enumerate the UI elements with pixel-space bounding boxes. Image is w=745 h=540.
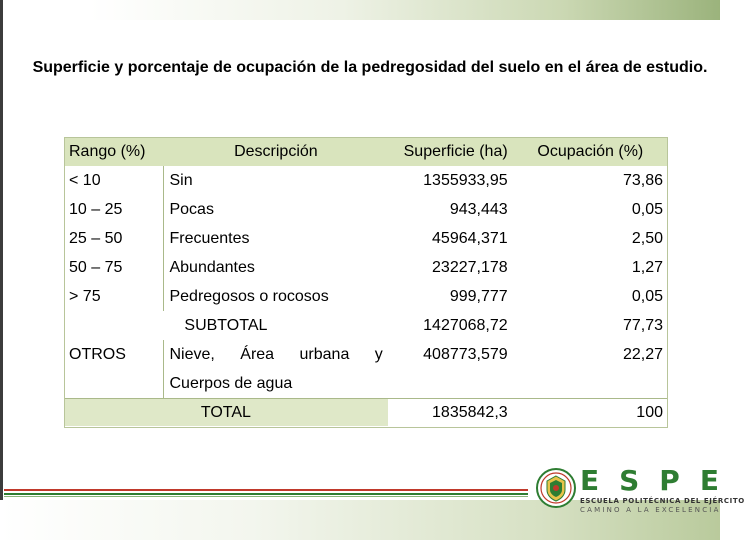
footer-light-green-line [4,496,528,497]
total-ocupacion: 100 [513,399,668,427]
otros-ocupacion: 22,27 [513,340,668,399]
header-rango: Rango (%) [64,137,164,166]
left-border-line [0,0,3,540]
otros-superficie: 408773,579 [388,340,513,399]
espe-motto: CAMINO A LA EXCELENCIA [580,506,721,514]
otros-descripcion: Nieve, Área urbana y Cuerpos de agua [164,340,388,399]
espe-seal-icon [536,468,576,508]
subtotal-label: SUBTOTAL [64,311,388,340]
otros-rango: OTROS [64,340,164,399]
header-descripcion: Descripción [164,137,388,166]
total-row [64,399,668,427]
footer-green-line [4,493,528,495]
cell-descripcion: Pocas [164,195,388,224]
espe-institution-name: ESCUELA POLITÉCNICA DEL EJÉRCITO [580,497,745,505]
cell-ocupacion: 2,50 [513,224,668,253]
cell-rango: > 75 [64,282,164,311]
cell-ocupacion: 0,05 [513,282,668,311]
espe-logo [532,464,745,518]
slide-title: Superficie y porcentaje de ocupación de la pedregosidad del suelo en el área de estudio. [32,59,708,76]
table-row [64,253,668,282]
cell-rango: 25 – 50 [64,224,164,253]
cell-descripcion: Abundantes [164,253,388,282]
otros-row [64,340,668,399]
cell-superficie: 1355933,95 [388,166,513,195]
cell-ocupacion: 1,27 [513,253,668,282]
total-label: TOTAL [64,399,388,427]
cell-rango: 50 – 75 [64,253,164,282]
table-row [64,224,668,253]
cell-descripcion: Frecuentes [164,224,388,253]
cell-ocupacion: 73,86 [513,166,668,195]
pedregosidad-table [64,137,668,426]
table-header-row [64,137,668,166]
cell-descripcion: Sin [164,166,388,195]
top-decorative-band [90,0,720,20]
cell-superficie: 45964,371 [388,224,513,253]
header-ocupacion: Ocupación (%) [513,137,668,166]
cell-superficie: 999,777 [388,282,513,311]
subtotal-superficie: 1427068,72 [388,311,513,340]
cell-superficie: 23227,178 [388,253,513,282]
header-superficie: Superficie (ha) [388,137,513,166]
subtotal-row [64,311,668,340]
cell-rango: 10 – 25 [64,195,164,224]
table-row [64,195,668,224]
table-row [64,166,668,195]
cell-ocupacion: 0,05 [513,195,668,224]
subtotal-ocupacion: 77,73 [513,311,668,340]
cell-superficie: 943,443 [388,195,513,224]
cell-rango: < 10 [64,166,164,195]
footer-red-line [4,489,528,491]
total-superficie: 1835842,3 [388,399,513,427]
table-row [64,282,668,311]
cell-descripcion: Pedregosos o rocosos [164,282,388,311]
espe-wordmark: ESPE [580,464,739,497]
